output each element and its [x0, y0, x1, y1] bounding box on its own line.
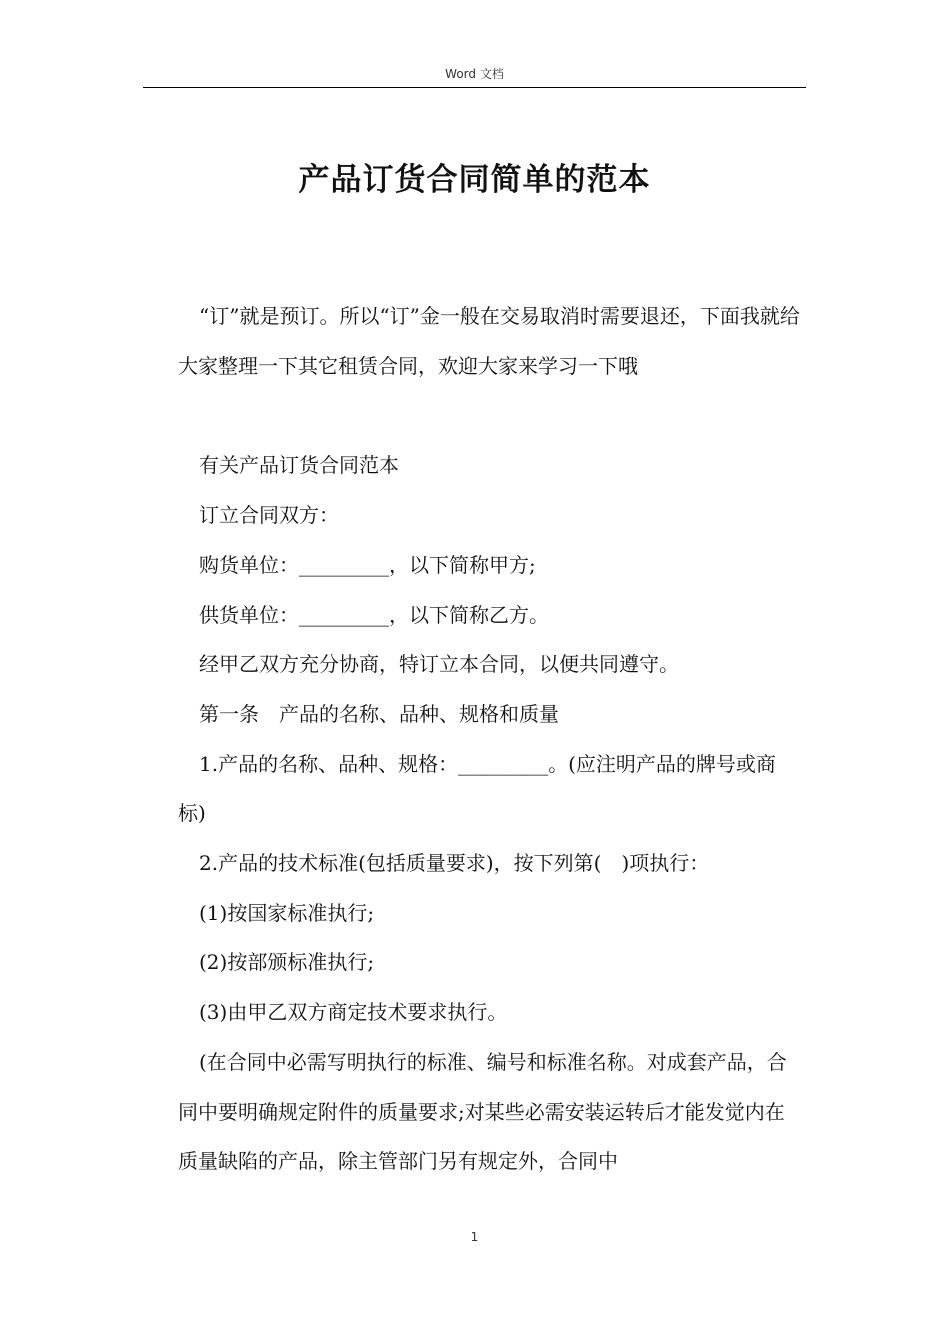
- paragraph: (3)由甲乙双方商定技术要求执行。: [199, 1000, 508, 1025]
- intro-paragraph: “订”就是预订。所以“订”金一般在交易取消时需要退还，下面我就给大家整理一下其它租赁合同，欢迎大家来学习一下哦: [178, 304, 800, 378]
- document-title: 产品订货合同简单的范本: [298, 162, 651, 198]
- page-number: 1: [470, 1230, 479, 1244]
- paragraph: (在合同中必需写明执行的标准、编号和标准名称。对成套产品，合同中要明确规定附件的质量要求;对某些必需安装运转后才能发觉内在质量缺陷的产品，除主管部门另有规定外，合同中: [178, 1049, 787, 1174]
- header-rule: [143, 87, 806, 88]
- paragraph: (1)按国家标准执行;: [199, 900, 375, 925]
- paragraph: 经甲乙双方充分协商，特订立本合同，以便共同遵守。: [199, 652, 679, 677]
- section-heading: 有关产品订货合同范本: [199, 453, 399, 478]
- paragraph: 订立合同双方：: [199, 503, 339, 528]
- paragraph: 1.产品的名称、品种、规格：_________。(应注明产品的牌号或商标): [178, 751, 776, 826]
- document-body: [178, 292, 803, 1187]
- paragraph: (2)按部颁标准执行;: [199, 950, 375, 975]
- article-heading: 第一条 产品的名称、品种、规格和质量: [199, 701, 559, 726]
- paragraph: 2.产品的技术标准(包括质量要求)，按下列第( )项执行：: [199, 851, 710, 876]
- page-header: Word 文档: [445, 67, 504, 81]
- paragraph: 供货单位：_________，以下简称乙方。: [199, 602, 549, 627]
- paragraph: 购货单位：_________，以下简称甲方;: [199, 552, 536, 577]
